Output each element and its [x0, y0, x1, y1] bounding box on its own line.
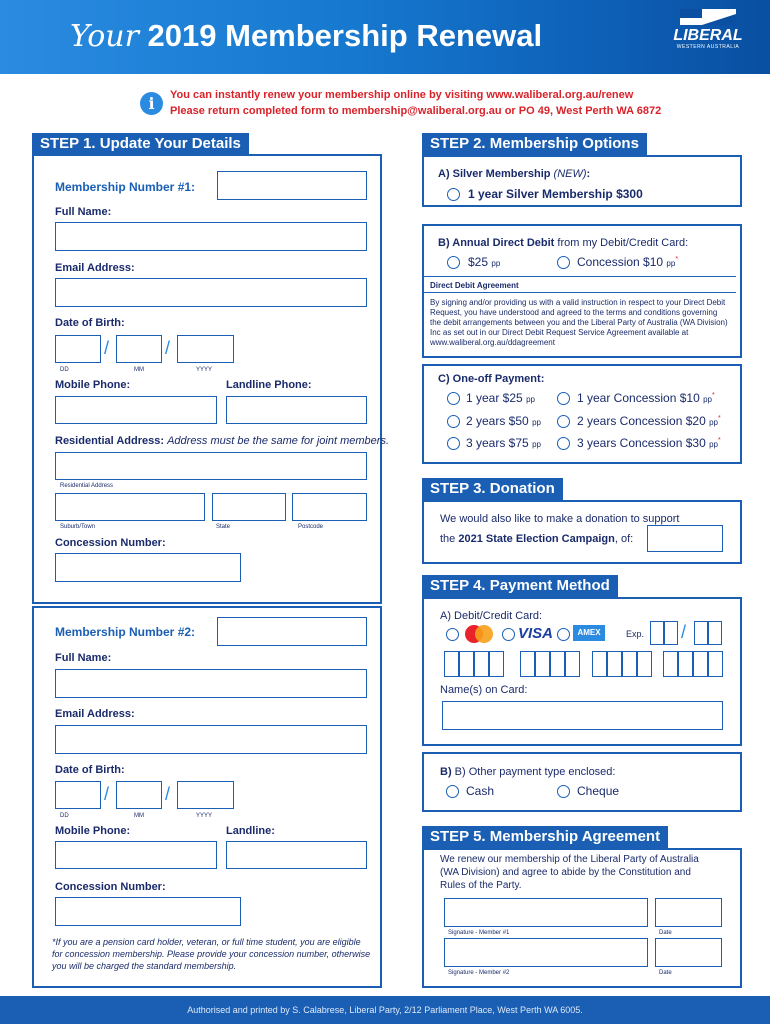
membership-number-2-field[interactable]	[217, 617, 367, 646]
dob-1-day-field[interactable]	[55, 335, 101, 363]
mobile-1-field[interactable]	[55, 396, 217, 424]
step4-panel-b	[422, 752, 742, 812]
info-icon: i	[140, 92, 163, 115]
yyyy-hint: YYYY	[196, 813, 213, 819]
liberal-logo: LIBERAL WESTERN AUSTRALIA	[672, 6, 744, 62]
signature-2-hint: Signature - Member #2	[448, 970, 510, 976]
card-number-group-1	[444, 651, 504, 677]
date-2-hint: Date	[659, 970, 672, 976]
agreement-text: We renew our membership of the Liberal Party of Australia (WA Division) and agree to abide by the Constitution and Rules of the Party.	[440, 854, 699, 891]
card-names-field[interactable]	[442, 701, 723, 730]
dda-link[interactable]: www.waliberal.org.au/ddagreement	[430, 338, 555, 347]
membership-number-1-label: Membership Number #1:	[55, 180, 196, 194]
mm-hint: MM	[134, 813, 144, 819]
email-2-label: Email Address:	[55, 708, 135, 720]
dda-title: Direct Debit Agreement	[430, 281, 519, 290]
residential-address-field[interactable]	[55, 452, 367, 480]
oneoff-3y-conc-radio[interactable]	[557, 437, 570, 450]
step5-tab: STEP 5. Membership Agreement	[422, 826, 668, 848]
date-separator: /	[681, 622, 687, 642]
email-1-label: Email Address:	[55, 262, 135, 274]
dd-25-label: $25 pp	[468, 255, 501, 269]
full-name-2-field[interactable]	[55, 669, 367, 698]
step4-tab: STEP 4. Payment Method	[422, 575, 618, 597]
step2-tab: STEP 2. Membership Options	[422, 133, 647, 155]
silver-radio[interactable]	[447, 188, 460, 201]
card-number-group-4	[663, 651, 723, 677]
exp-month-1[interactable]	[650, 621, 664, 645]
membership-number-1-field[interactable]	[217, 171, 367, 200]
oneoff-1y-conc-label: 1 year Concession $10 pp*	[577, 391, 715, 405]
dd-concession-label: Concession $10 pp*	[577, 255, 679, 269]
other-payment-label: B) B) Other payment type enclosed:	[440, 766, 616, 778]
concession-footnote: *If you are a pension card holder, veteran, or full time student, you are eligible for concession membership. Please provide your concession number, otherwise you will be charged the standard membership.	[52, 937, 371, 971]
postcode-hint: Postcode	[298, 524, 324, 530]
date-separator: /	[165, 338, 171, 358]
cheque-label: Cheque	[577, 784, 620, 798]
suburb-hint: Suburb/Town	[60, 524, 96, 530]
mm-hint: MM	[134, 367, 144, 373]
cash-radio[interactable]	[446, 785, 459, 798]
donation-line-2: the 2021 State Election Campaign, of:	[440, 533, 634, 545]
silver-option-label: 1 year Silver Membership $300	[468, 187, 643, 201]
divider	[424, 276, 736, 277]
exp-month-2[interactable]	[664, 621, 678, 645]
donation-amount-field[interactable]	[647, 525, 723, 552]
state-hint: State	[216, 524, 231, 530]
one-off-label: C) One-off Payment:	[438, 373, 545, 385]
info-line-1: You can instantly renew your membership online by visiting www.waliberal.org.au/renew	[170, 89, 634, 101]
silver-label: A) Silver Membership (NEW):	[438, 168, 591, 180]
amex-radio[interactable]	[557, 628, 570, 641]
date-separator: /	[104, 784, 110, 804]
cash-label: Cash	[466, 784, 495, 798]
mastercard-radio[interactable]	[446, 628, 459, 641]
landline-2-label: Landline:	[226, 825, 275, 837]
footer-authorisation: Authorised and printed by S. Calabrese, Liberal Party, 2/12 Parliament Place, West Perth WA 6005.	[0, 996, 770, 1024]
dob-1-label: Date of Birth:	[55, 317, 125, 329]
dob-2-day-field[interactable]	[55, 781, 101, 809]
date-separator: /	[104, 338, 110, 358]
suburb-field[interactable]	[55, 493, 205, 521]
residential-label: Residential Address: Address must be the same for joint members.	[55, 435, 390, 447]
mobile-1-label: Mobile Phone:	[55, 379, 131, 391]
visa-icon: VISA	[518, 625, 554, 642]
dda-text: By signing and/or providing us with a valid instruction in respect to your Direct Debit Request, you have understood and agreed to the terms and conditions governing the debit arrangements between you and the Liberal Party of Australia (WA Division) Inc as set out in our Direct Debit Request Service Agreement available at www.waliberal.org.au/ddagreement	[430, 298, 728, 347]
oneoff-3y-label: 3 years $75 pp	[466, 436, 541, 450]
date-1-hint: Date	[659, 930, 672, 936]
oneoff-1y-conc-radio[interactable]	[557, 392, 570, 405]
oneoff-2y-conc-label: 2 years Concession $20 pp*	[577, 414, 721, 428]
page-title: Your 2019 Membership Renewal	[70, 18, 543, 54]
mastercard-icon	[462, 624, 496, 644]
email-2-field[interactable]	[55, 725, 367, 754]
oneoff-1y-radio[interactable]	[447, 392, 460, 405]
card-label: A) Debit/Credit Card:	[440, 610, 543, 622]
oneoff-2y-conc-radio[interactable]	[557, 415, 570, 428]
visa-radio[interactable]	[502, 628, 515, 641]
signature-1-hint: Signature - Member #1	[448, 930, 510, 936]
landline-1-field[interactable]	[226, 396, 367, 424]
email-1-field[interactable]	[55, 278, 367, 307]
step1-tab: STEP 1. Update Your Details	[32, 133, 249, 155]
oneoff-1y-label: 1 year $25 pp	[466, 391, 535, 405]
exp-label: Exp.	[626, 629, 645, 639]
dob-1-year-field[interactable]	[177, 335, 234, 363]
donation-line-1: We would also like to make a donation to support	[440, 513, 680, 525]
cheque-radio[interactable]	[557, 785, 570, 798]
signature-1-field[interactable]	[444, 898, 648, 927]
residential-hint: Residential Address	[60, 483, 114, 489]
date-separator: /	[165, 784, 171, 804]
concession-1-label: Concession Number:	[55, 537, 166, 549]
divider	[424, 292, 736, 293]
landline-1-label: Landline Phone:	[226, 379, 312, 391]
mobile-2-field[interactable]	[55, 841, 217, 869]
card-names-label: Name(s) on Card:	[440, 684, 528, 696]
full-name-1-label: Full Name:	[55, 206, 112, 218]
dob-2-month-field[interactable]	[116, 781, 162, 809]
full-name-2-label: Full Name:	[55, 652, 112, 664]
step3-tab: STEP 3. Donation	[422, 478, 563, 500]
oneoff-2y-radio[interactable]	[447, 415, 460, 428]
amex-icon: AMEX	[573, 625, 605, 641]
info-line-2: Please return completed form to membership@waliberal.org.au or PO 49, West Perth WA 6872	[170, 105, 662, 117]
oneoff-3y-radio[interactable]	[447, 437, 460, 450]
date-1-field[interactable]	[655, 898, 722, 927]
yyyy-hint: YYYY	[196, 367, 213, 373]
date-2-field[interactable]	[655, 938, 722, 967]
oneoff-3y-conc-label: 3 years Concession $30 pp*	[577, 436, 721, 450]
card-number-group-2	[520, 651, 580, 677]
state-field[interactable]	[212, 493, 286, 521]
signature-2-field[interactable]	[444, 938, 648, 967]
dd-25-radio[interactable]	[447, 256, 460, 269]
dd-hint: DD	[60, 367, 69, 373]
dob-1-month-field[interactable]	[116, 335, 162, 363]
oneoff-2y-label: 2 years $50 pp	[466, 414, 541, 428]
landline-2-field[interactable]	[226, 841, 367, 869]
card-number-group-3	[592, 651, 652, 677]
dd-hint: DD	[60, 813, 69, 819]
dob-2-year-field[interactable]	[177, 781, 234, 809]
exp-year-1[interactable]	[694, 621, 708, 645]
exp-year-2[interactable]	[708, 621, 722, 645]
direct-debit-label: B) Annual Direct Debit from my Debit/Credit Card:	[438, 237, 689, 249]
concession-2-label: Concession Number:	[55, 881, 166, 893]
dd-concession-radio[interactable]	[557, 256, 570, 269]
concession-2-field[interactable]	[55, 897, 241, 926]
membership-number-2-label: Membership Number #2:	[55, 625, 196, 639]
full-name-1-field[interactable]	[55, 222, 367, 251]
dob-2-label: Date of Birth:	[55, 764, 125, 776]
postcode-field[interactable]	[292, 493, 367, 521]
concession-1-field[interactable]	[55, 553, 241, 582]
mobile-2-label: Mobile Phone:	[55, 825, 131, 837]
